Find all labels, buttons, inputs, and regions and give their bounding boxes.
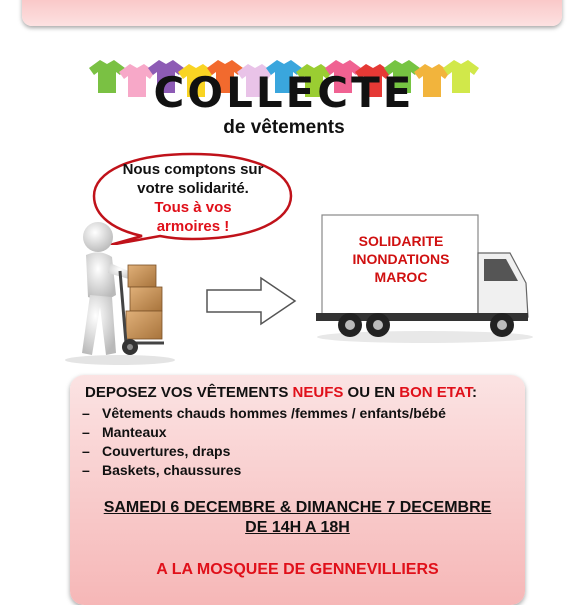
truck-text [338, 232, 464, 286]
right-arrow-icon [205, 276, 297, 326]
logo-title: COLLECTE [153, 68, 415, 117]
depose-text: OU EN [343, 384, 400, 401]
truck-line: INONDATIONS [352, 251, 450, 267]
list-item: – Baskets, chaussures [82, 461, 446, 480]
depose-heading [85, 384, 525, 401]
list-item: – Manteaux [82, 423, 446, 442]
items-list [82, 404, 446, 480]
depose-highlight: NEUFS [292, 384, 344, 401]
bubble-line: Nous comptons sur [122, 161, 264, 178]
list-item: – Couvertures, draps [82, 442, 446, 461]
bubble-line-red: armoires ! [156, 218, 230, 235]
truck-line: SOLIDARITE [358, 233, 444, 249]
depose-text: DEPOSEZ VOS VÊTEMENTS [85, 384, 293, 401]
hours-line: DE 14H A 18H [245, 519, 350, 536]
event-location: A LA MOSQUEE DE GENNEVILLIERS [156, 561, 439, 578]
header-banner [22, 0, 562, 26]
truck-line: MAROC [374, 269, 428, 285]
bubble-line: votre solidarité. [137, 180, 249, 197]
event-dates [70, 498, 525, 538]
logo-subtitle: de vêtements [223, 117, 345, 138]
dates-line: SAMEDI 6 DECEMBRE & DIMANCHE 7 DECEMBRE [103, 499, 492, 516]
man-with-boxes-illustration [60, 215, 195, 365]
bubble-line-red: Tous à vos [154, 199, 232, 216]
list-item: – Vêtements chauds hommes /femmes / enfants/bébé [82, 404, 446, 423]
depose-highlight: BON ETAT [399, 384, 473, 401]
collecte-logo [88, 58, 480, 144]
depose-text: : [472, 384, 478, 401]
